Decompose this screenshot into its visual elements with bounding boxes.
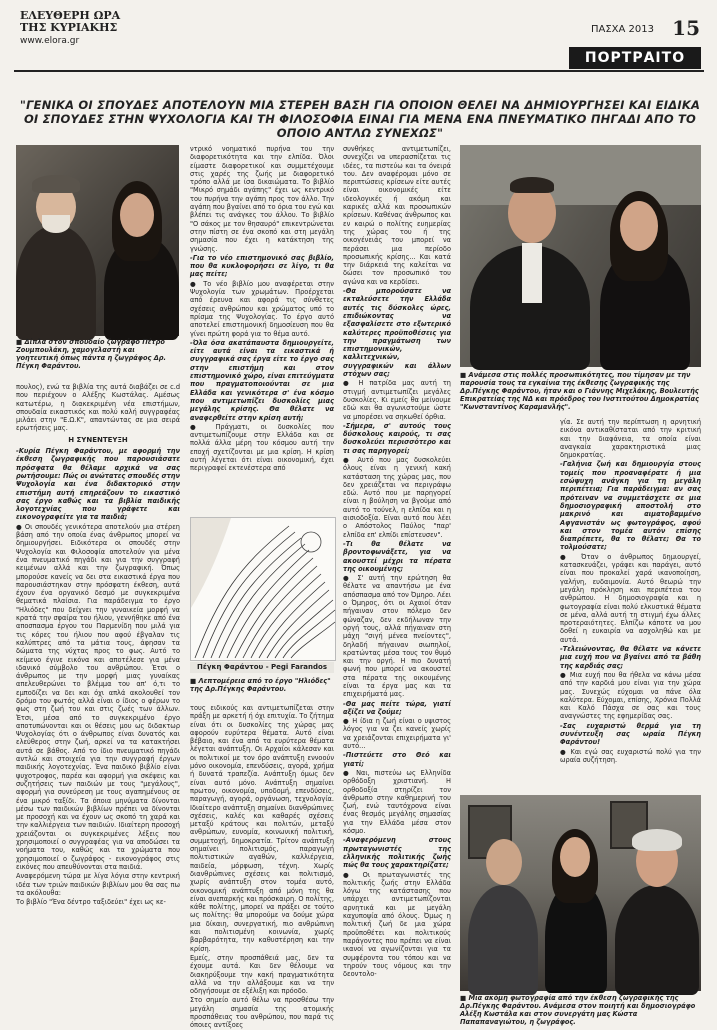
answer-11: ● Μια ευχή που θα ήθελα να κάνω μέσα από την καρδιά μου είναι για την χώρα μας. Συνεχώς εύχομαι να πάνε όλα καλύτερα. Εύχομαι, επίσης, Χρόνια Πολλά και Καλό Πάσχα σε σας και τους αναγνώστες της εφημερίδας σας.	[560, 670, 701, 721]
photo-zoumpoulakis-farantou	[16, 145, 179, 336]
question-5: -Σήμερα, σ' αυτούς τους δύσκολους καιρούς, τι σας δυσκολεύει περισσότερο και τι σας παρηγορεί;	[343, 421, 451, 455]
answer-10: ● Όταν ο άνθρωπος δημιουργεί, κατασκευάζει, γράφει και παράγει, αυτό είναι που προκαλεί χαρά ικανοποίηση, γαλήνη, ευδαιμονία. Αυτό θεωρώ την μεγάλη πρόκληση και περιπέτεια του ανθρώπου. Η δημοσιογραφία και η φωτογραφία είναι πολύ ελκυστικά θέματα σε μένα, αλλά αυτή τη στιγμή έχω άλλες προτεραιότητες. Ελπίζω κάποτε να μου δοθεί η ευκαιρία να ασχοληθώ και με αυτά.	[560, 552, 701, 644]
question-9: -Αναφερόμενη στους πρωταγωνιστές της ελληνικής πολιτικής ζωής πώς θα τους χαρακτηρίζατε;	[343, 836, 451, 870]
answer-3: ● Πράγματι, οι δυσκολίες που αντιμετωπίζουμε στην Ελλάδα και σε πολλά άλλα μέρη του κόσμου αυτή την εποχή σχετίζονται με μια κρίση. Η κρίση αυτή λέγεται ότι είναι οικονομική, έχει περιγραφεί εκτενέστερα από	[190, 422, 334, 473]
paper-name-line1: ΕΛΕΥΘΕΡΗ ΩΡΑ	[20, 9, 121, 22]
answer-2: ● Το νέο βιβλίο μου αναφέρεται στην Ψυχολογία των χρωμάτων. Προέρχεται από έρευνα και αφορά τις σύνθετες σχέσεις ανθρώπου και χρώματος υπό το πρίσμα της Ψυχολογίας. Το έργο αυτό αποτελεί επιστημονική δημοσίευση που θα γίνει πρώτη φορά για το θέμα αυτό.	[190, 279, 334, 338]
question-11: -Τελειώνοντας, θα θέλατε να κάνετε μια ευχή που να βγαίνει από τα βάθη της καρδιάς σας;	[560, 645, 701, 670]
issue-date: ΠΑΣΧΑ 2013	[591, 24, 654, 35]
artwork-iliodes	[190, 517, 336, 661]
answer-3-cont: τους ειδικούς και αντιμετωπίζεται στην πράξη με αρκετή ή όχι επιτυχία. Το ζήτημα είναι ότι οι δυσκολίες της χώρας μας αφορούν ευρύτερα θέματα. Αυτό είναι βέβαιο, και ένα από τα ευρύτερα θέματα λέγεται ανάπτυξη. Οι Αρχαίοι κάλεσαν και οι πολιτικοί με τον όρο ανάπτυξη εννοούν μόνο οικονομία, επενδύσεις, αγορά, χρήμα ή δυνατά τραπεζία. Ανάπτυξη όμως δεν είναι αυτό μόνο. Ανάπτυξη σημαίνει πρωτον, οικονομία, υποδομή, επενδύσεις, παραγωγή, αγορά, οργάνωση, τεχνολογία. Ιδιαίτερο ανάπτυξη σημαίνει διανθρώπινες σχέσεις, καλές και καθαρές σχέσεις μεταξύ κράτους και πολιτών, μεταξύ ανθρώπων, ευνομία, κοινωνική πολιτική, συμμετοχή, δημοκρατία. Τρίτον ανάπτυξη σημαίνει πολιτισμός, παραγωγή πολιτιστικών αγαθών, καλλιέργεια, παιδεία, μόρφωση, τέχνη. Χωρίς διανθρώπινες σχέσεις και πολιτισμό, χωρίς ανάπτυξη στον τομέα αυτό, οικονομική ανάπτυξη από μόνη της θα είναι ανεπαρκής και πρόσκαιρη. Ο πολίτης, κάθε πολίτης, μπορεί να πράξει σε τούτο ως πολίτης: θα μπορούμε να δούμε χώρα μια δίκαιη, συνεργατική, πιο ανθρώπινη και πολιτισμένη κοινωνία, χωρίς βαρβαρότητα, την καθυστέρηση και την κρίση.	[190, 704, 334, 953]
question-3: -Όλα όσα ακατάπαυστα δημιουργείτε, είτε αυτά είναι τα εικαστικά ή συγγραφικά σας έργα είτε το έργο σας στην επιστήμη και στον επιστημονικό χώρο, είναι επιτεύγματα που πραγματοποιούνται σε μια Ελλάδα και γενικότερα σ' ένα κόσμο που αντιμετωπίζει δυσκολίες μιας μεγάλης κρίσης. Θα θέλατε να αναφερθείτε στην κρίση αυτή;	[190, 338, 335, 422]
article-column-2-bottom	[190, 704, 334, 1030]
answer-1-cont: Αναφερόμενη τώρα με λίγα λόγια στην κεντρική ιδέα των τριών παιδικών βιβλίων μου θα σας πω τα ακόλουθα:	[16, 872, 180, 897]
article-column-2-top	[190, 145, 334, 513]
caption-photo3: ■ Μια ακόμη φωτογραφία από την έκθεση ζωγραφικής της Δρ.Πέγκης Φαράντου. Ανάμεσα στον ποιητή και δημοσιογράφο Αλέξη Κωστάλα και στον συνεργάτη μας Κώστα Παπαπαναγιώτου, η ζωγράφος.	[460, 994, 696, 1026]
caption-photo2: ■ Ανάμεσα στις πολλές προσωπικότητες, που τίμησαν με την παρουσία τους τα εγκαίνια της έκθεσης ζωγραφικής της Δρ.Πέγκης Φαράντου, ήταν και ο Γιάννης Μιχελάκης, Βουλευτής Επικρατείας της ΝΔ και πρόεδρος του Ινστιτούτου Δημοκρατίας "Κωνσταντίνος Καραμανλής".	[460, 371, 699, 411]
answer-1: ● Οι σπουδές γενικότερα αποτελούν μια στέρεη βάση από την οποία ένας άνθρωπος μπορεί να δημιουργήσει. Ειδικότερα οι σπουδές στην Ψυχολογία και Φιλοσοφία αποτελούν για μένα ένα πνευματικό πηγάδι και για την συγγραφή κειμένων αλλά και την ζωγραφική. Όπως μπορούσε κανείς να δει στα εικαστικά έργα που παρουσιάστηκαν στην πρόσφατη έκθεση, αυτά έχουν ένα οργανικό δεσμό με συγκεκριμένα θεματικά πλαίσια. Για παράδειγμα το έργο "Ηλιόδες" που δείχνει την γυναικεία μορφή να κρατά την σφαίρα του ήλιου, γεννήθηκε από ένα αποσπασμα έργου του Παρμενίδη που μιλά για τις κόρες του ήλιου που αφού έβγαλαν τις καλύπτρες από τα μάτια τους, άφησαν τα δώματα της νύχτας προς το φως. Αυτό το κείμενο έγινε εικόνα και αποτέλεσε για μένα ιδανικό σύμβολο του ανθρώπου. Έτσι ο άνθρωπος με την μορφή μιας γυναίκας απελευθερώνει το βλέμμα του απ' ό,τι το εμποδίζει να δει και όχι απλά ακολουθεί τον δρόμο του φωτός αλλά είναι ο ίδιος ο φέρων το φως στη ζωή του και στις ζωές των άλλων. Έτσι, μέσα από το συγκεκριμένο έργο αποτυπώνονται και οι θέσεις μου ως διδακτωρ Ψυχολογίας ότι ο άνθρωπος είναι δυνατός και ελεύθερος στην ζωή, αρκεί να τα κατακτήσει αυτά σε βάθος. Από το ίδιο πνευματικό πηγάδι αντλώ και στοιχεία για την συγγραφή έργων παιδικής λογοτεχνίας. Ένα παιδικό βιβλίο είναι ψυχοτροφος, παρέα και αφορμή για σκέψεις και συζητήσεις των παιδιών με τους "μεγάλους", αφορμή για συνεύρεση με τους αγαπημένους σε ένα μικρό ταξίδι. Τα όποια μηνύματα δίνονται μέσω των παιδικών βιβλίων πρέπει να δίνονται με προσοχή και να έχουν ως σκοπό τη χαρά και την καλλιέργεια των παιδιών. Ιδιαίτερη προσοχή χρειάζονται οι συγκεκριμένες λέξεις που χρησιμοποιεί ο συγγραφέας για να αποδώσει τα νοήματα του, καθώς και τα χρώματα που χρησιμοποιεί ο ζωγράφος - εικονογράφος στις εικόνες που απευθύνονται στα παιδιά.	[16, 522, 180, 871]
question-4: -Θα μπορούσατε να εκταλεύσετε την Ελλάδα αυτές τις δύσκολες ώρες, επιδιώκοντας να εξασφαλίσετε στο εξωτερικό καλύτερες προϋποθέσεις για την πραγμάτωση των επιστημονικών, καλλιτεχνικών, συγγραφικών και άλλων στόχων σας;	[343, 287, 451, 379]
answer-12: ● Και εγώ σας ευχαριστώ πολύ για την ωραία συζήτηση.	[560, 747, 701, 764]
answer-1-cont2: Το βιβλίο "Ένα δέντρο ταξιδεύει" έχει ως κε-	[16, 898, 166, 907]
answer-8: ● Ναι, πιστεύω ως Ελληνίδα ορθόδοξη χριστιανή. Η ορθοδοξία στηρίζει τον άνθρωπο στην καθημερινή του ζωή, ενώ ταυτόχρονα είναι ένας θεσμός μεγάλης σημασίας για την Ελλάδα μέσα στον κόσμο.	[343, 768, 451, 836]
article-column-4	[560, 418, 701, 790]
artwork-signature-label: Πέγκη Φαράντου - Pegi Farandos	[190, 662, 334, 673]
section-subhead: Η ΣΥΝΕΝΤΕΥΞΗ	[68, 435, 128, 444]
artwork-drawing	[191, 518, 335, 660]
page-number: 15	[672, 16, 700, 40]
paper-name	[20, 10, 120, 34]
answer-3-cont2: Εμείς, στην προσπάθειά μας, δεν τα έχουμε αυτά. Και δεν θέλουμε να διακηρύξουμε την κακή πραγματικότητα αλλά να την αλλάξουμε και να την οδηγήσουμε σε εξέλιξη και πρόοδο.	[190, 953, 334, 996]
paper-name-line2: ΤΗΣ ΚΥΡΙΑΚΗΣ	[20, 21, 118, 34]
header-divider	[14, 70, 704, 72]
caption-photo1: ■ Δίπλα στον σπουδαίο ζωγράφο Πέτρο Ζουμπουλάκη, χαμογελαστή και γοητευτική όπως πάντα η ζωγράφος Δρ. Πέγκη Φαράντου.	[16, 338, 167, 370]
photo-michelakis-farantou	[460, 145, 701, 367]
section-label: ΠΟΡΤΡΑΙΤΟ	[569, 47, 701, 69]
answer-4: ● Η πατρίδα μας αυτή τη στιγμή αντιμετωπίζει μεγάλες δυσκολίες. Κι εμείς θα μείνουμε εδώ και θα αγωνιστούμε ώστε να μπορέσει να σηκωθεί όρθια.	[343, 379, 451, 421]
website: www.elora.gr	[20, 36, 80, 46]
question-10: -Γαλήνια ζωή και δημιουργία στους τομείς που προαναφέρατε ή μια εσώψυχη ανάγκη για τη μεγάλη περιπέτεια; Για παράδειγμα: αν σας πρότειναν να συμμετάσχετε σε μια δημοσιογραφική αποστολή στο μακρινό και αιματοβαμμένο Αφγανιστάν ως φωτογράφος, αφού και στον τομέα αυτόν επίσης διαπρέπετε, θα το θέλατε; Θα το τολμούσατε;	[560, 460, 701, 552]
caption-artwork: ■ Λεπτομέρεια από το έργο "Ηλιόδες" της Δρ.Πέγκης Φαράντου.	[190, 677, 331, 693]
answer-9: ● Οι πρωταγωνιστές της πολιτικής ζωής στην Ελλάδα λόγω της κατάστασης που υπάρχει αντιμετωπίζονται αρνητικά και με μεγάλη καχυποψία από όλους. Όμως η πολιτική ζωή δε μια χώρα προϋποθέτει και πολιτικούς παράγοντες που πρέπει να είναι ικανοί να αγωνίζονται για τα συμφέροντα του τόπου και να τηρούν τους νόμους και την δεοντολο-	[343, 870, 451, 979]
answer-7: ● Η ίδια η ζωή είναι ο υψιστος λόγος για να ζει κανείς χωρίς να χρειάζονται επιχειρήματα γι' αυτό...	[343, 717, 451, 751]
answer-5: ● Αυτό που μας δυσκολεύει όλους είναι η γενική κακή κατάσταση της χώρας μας, που δεν χρειάζεται να περιγράψω εδώ. Αυτό που με παρηγορεί είναι η βούληση να βγούμε από αυτό το τούνελ, η ελπίδα και η αισιοδοξία. Είναι αυτό που λέει ο Απόστολος Παύλος "παρ' ελπίδα επ' ελπίδι επίστευσεν".	[343, 455, 451, 539]
answer-3-end: συνθήκες αντιμετωπίζει, συνεχίζει να υπερασπίζεται τις ιδέες, τα πιστεύω και τα όνειρά του. Δεν αναφέρομαι μόνο σε περιπτώσεις κρίσεων είτε αυτές είναι οικονομικές είτε ιδεολογικές ή ακόμη και καρικές αλλά και προσωπικών κρίσεων. Καθένας άνθρωπος και εν καιρώ ο πολίτης ευημερίας της χώρας του ή της οικογένειάς του μπορεί να περάσει μια περίοδο προσωπικής κρίσης... Και κατά την διάρκειά της καλείται να δώσει τον προσωπικό του αγώνα και να κερδίσει.	[343, 145, 451, 286]
answer-9-end: γία. Σε αυτή την περίπτωση η αρνητική εικόνα αντικαθίσταται από την κριτική και την διαφάνεια, τα οποία είναι αναγκαία χαρακτηριστικά μιας δημοκρατίας.	[560, 418, 701, 460]
headline: "ΓΕΝΙΚΑ ΟΙ ΣΠΟΥΔΕΣ ΑΠΟΤΕΛΟΥΝ ΜΙΑ ΣΤΕΡΕΗ ΒΑΣΗ ΓΙΑ ΟΠΟΙΟΝ ΘΕΛΕΙ ΝΑ ΔΗΜΙΟΥΡΓΗΣΕΙ ΚΑΙ ΕΙΔΙΚΑ ΟΙ ΣΠΟΥΔΕΣ ΣΤΗΝ ΨΥΧΟΛΟΓΙΑ ΚΑΙ ΤΗ ΦΙΛΟΣΟΦΙΑ ΕΙΝΑΙ ΓΙΑ ΜΕΝΑ ΕΝΑ ΠΝΕΥΜΑΤΙΚΟ ΠΗΓΑΔΙ ΑΠΟ ΤΟ ΟΠΟΙΟ ΑΝΤΛΩ ΣΥΝΕΧΩΣ"	[19, 98, 701, 140]
question-2: -Για το νέο επιστημονικό σας βιβλίο, που θα κυκλοφορήσει σε λίγο, τι θα μας πείτε;	[190, 253, 334, 279]
intro-paragraph: πουλος), ενώ τα βιβλία της αυτά διαβάζει σε c.d που περιέχουν ο Αλέξης Κωστάλας. Αμέσως κατωτέρω, η διακεκριμένη νέα επιστήμων, σπουδαία εικαστικός και πολύ καλή συγγραφέας μιλάει στην "Ε.Ω.Κ", απαντώντας σε μια σειρά ερωτήσεις μας.	[16, 383, 180, 433]
answer-3-cont3: Στο σημείο αυτό θέλω να προσθέσω την μεγάλη σημασία της ατομικής προσπάθειας του ανθρώπου, που παρά τις όποιες αντίξοες	[190, 996, 334, 1030]
question-12: -Σας ευχαριστώ θερμά για τη συνέντευξη σας ωραία Πέγκη Φαράντου!	[560, 721, 701, 747]
question-7: -Θα μας πείτε τώρα, γιατί αξίζει να ζούμε;	[343, 699, 451, 716]
question-6: -Τι θα θέλατε να βροντοφωνάξετε, για να ακουστεί μέχρι τα πέρατα της οικουμένης;	[343, 539, 451, 573]
photo-exhibition-group	[460, 795, 701, 991]
question-8: -Πιστεύετε στο Θεό και γιατί;	[343, 751, 451, 768]
answer-6: ● Σ' αυτή την ερώτηση θα θέλατε να απαντήσω με ένα απόσπασμα από τον Όμηρο. Λέει ο Όμηρος, ότι οι Αχαιοί όταν πήγαιναν στον πόλεμο δεν φώναζαν, δεν εκδήλωναν την οργή τους, αλλά πήγαιναν στη μάχη "σιγή μένεα πνείοντες", δηλαδή πήγαιναν σιωπηλοί, κρατώντας μέσα τους τον θυμό και την οργή. Η πιο δυνατή φωνή που μπορεί να ακουστεί στα πέρατα της οικουμένης είναι τα έργα μας και τα επιχειρήματά μας.	[343, 574, 451, 699]
question-1: -Κυρία Πέγκη Φαράντου, με αφορμή την έκθεση ζωγραφικής που παρουσιάσατε πρόσφατα θα θέλαμε αρχικά να σας ρωτήσουμε: Πώς οι ανώτατες σπουδές στην Ψυχολογία και ένα διδακτορικό στην επιστήμη αυτή επηρεάζουν το εικαστικό σας έργο καθώς και τα βιβλία παιδικής λογοτεχνίας που γράφετε και εικονογραφείτε για τα παιδιά;	[16, 447, 180, 522]
article-column-1	[16, 383, 180, 1019]
answer-1-end: ντρικό νοηματικό πυρήνα του την διαφορετικότητα και την ελπίδα. Όλοι είμαστε διαφορετικοί και συμμετέχουμε στις χαρές της ζωής με διαφορετικό τρόπο αλλά με ίσα δικαιώματα. Το βιβλίο "Μικρό σημάδι αγάπης" έχει ως κεντρικό του πυρήνα την αγάπη προς τον άλλο. Την αγάπη που βγαίνει από το όρια του εγώ και βλέπει τις ανάγκες του άλλου. Το βιβλίο "Ο σάκος με τον θησαυρό" επικεντρώνεται στην πίστη σε ένα σκοπό και στη μεγάλη σημασία που έχει η κατάκτηση της γνώσης.	[190, 145, 334, 253]
article-column-3	[343, 145, 451, 1019]
